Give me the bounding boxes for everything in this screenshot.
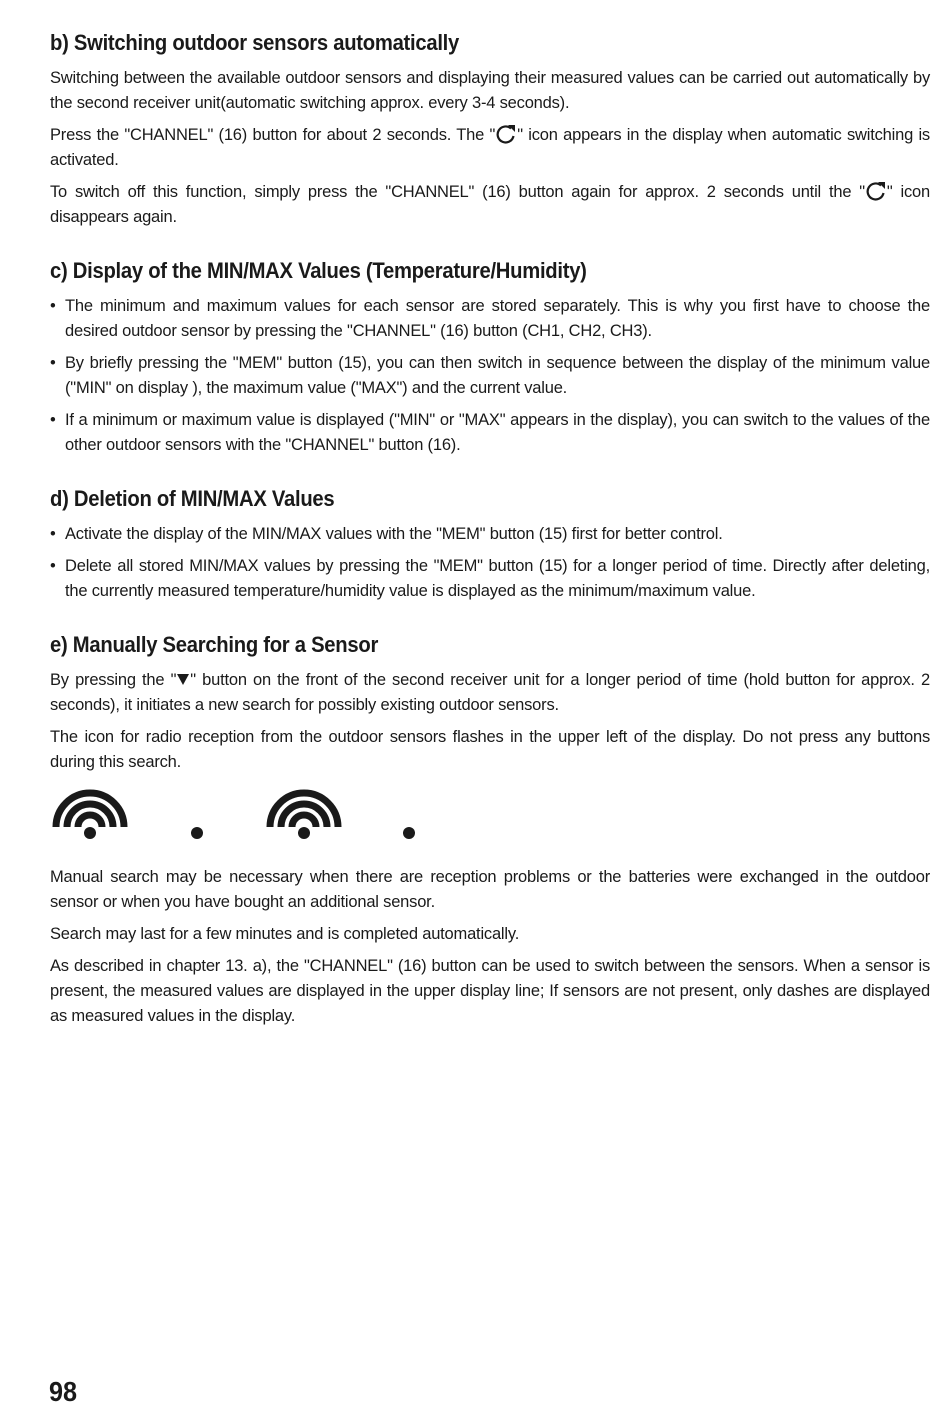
radio-reception-animation [50,789,930,849]
down-triangle-icon [176,672,190,686]
radio-dot-icon [402,789,416,849]
list-item: • Activate the display of the MIN/MAX values with the "MEM" button (15) first for better control. [50,522,930,547]
section-c-list [50,294,930,458]
section-c [50,258,930,458]
auto-switch-icon [865,181,887,201]
section-e-paragraph-5: As described in chapter 13. a), the "CHANNEL" (16) button can be used to switch between the sensors. When a sensor is present, the measured values are displayed in the upper display line; If sensors are not present, only dashes are displayed as measured values in the display. [50,957,930,1025]
section-e [50,632,930,1029]
radio-signal-icon [264,789,344,849]
section-b-heading: b) Switching outdoor sensors automatically [50,30,460,55]
section-c-heading: c) Display of the MIN/MAX Values (Temperature/Humidity) [50,258,587,283]
section-e-paragraph-2: The icon for radio reception from the outdoor sensors flashes in the upper left of the display. Do not press any buttons during this search. [50,728,930,771]
radio-signal-icon [50,789,130,849]
list-item: • By briefly pressing the "MEM" button (15), you can then switch in sequence between the display of the minimum value ("MIN" on display ), the maximum value ("MAX") and the current value. [50,351,930,401]
section-b-paragraph-2: Press the "CHANNEL" (16) button for about 2 seconds. The " " icon appears in the display when automatic switching is activated. [50,126,930,169]
section-b-paragraph-1: Switching between the available outdoor sensors and displaying their measured values can be carried out automatically by the second receiver unit(automatic switching approx. every 3-4 seconds). [50,69,930,112]
section-e-paragraph-3: Manual search may be necessary when there are reception problems or the batteries were exchanged in the outdoor sensor or when you have bought an additional sensor. [50,868,930,911]
section-d [50,486,930,604]
list-item: • If a minimum or maximum value is displayed ("MIN" or "MAX" appears in the display), you can switch to the values of the other outdoor sensors with the "CHANNEL" button (16). [50,408,930,458]
section-d-heading: d) Deletion of MIN/MAX Values [50,486,335,511]
auto-switch-icon [495,124,517,144]
section-e-paragraph-4: Search may last for a few minutes and is completed automatically. [50,925,520,943]
section-e-heading: e) Manually Searching for a Sensor [50,632,379,657]
list-item: • Delete all stored MIN/MAX values by pressing the "MEM" button (15) for a longer period of time. Directly after deleting, the currently measured temperature/humidity value is displayed as the minimum/maximum value. [50,554,930,604]
section-b [50,30,930,230]
manual-page [50,30,930,1057]
list-item: • The minimum and maximum values for each sensor are stored separately. This is why you first have to choose the desired outdoor sensor by pressing the "CHANNEL" (16) button (CH1, CH2, CH3). [50,294,930,344]
page-number: 98 [49,1376,78,1407]
radio-dot-icon [190,789,204,849]
section-b-paragraph-3: To switch off this function, simply press the "CHANNEL" (16) button again for approx. 2 seconds until the " " icon disappears again. [50,183,930,226]
section-e-paragraph-1: By pressing the " " button on the front of the second receiver unit for a longer period of time (hold button for approx. 2 seconds), it initiates a new search for possibly existing outdoor sensors. [50,671,930,714]
section-d-list [50,522,930,604]
